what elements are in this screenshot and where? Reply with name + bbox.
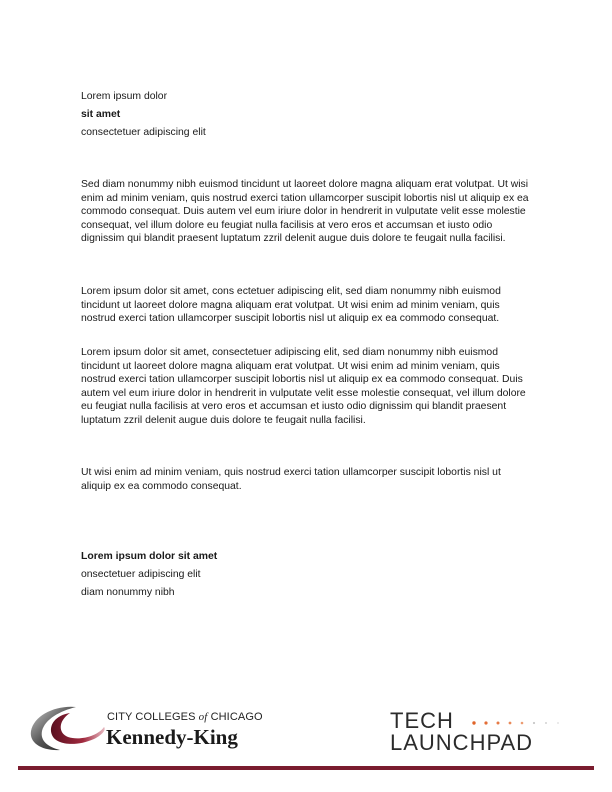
dotted-trail-icon: [468, 720, 568, 726]
kk-line1-of: of: [198, 711, 208, 723]
kk-line1-b: CHICAGO: [207, 711, 263, 723]
body-paragraph-2: Lorem ipsum dolor sit amet, cons ectetuer adipiscing elit, sed diam nonummy nibh euismod tincidunt ut laoreet dolore magna aliquam erat volutpat. Ut wisi enim ad minim veniam, quis nostrud exerci tation ullamcorper suscipit lobortis nisl ut aliquip ex ea commodo consequat.: [81, 286, 501, 325]
footer-rule: [18, 766, 594, 770]
body-paragraph-1: Sed diam nonummy nibh euismod tincidunt ut laoreet dolore magna aliquam erat volutpat. Ut wisi enim ad minim veniam, quis nostrud exerci tation ullamcorper suscipit lobortis nisl ut aliquip ex ea commodo consequat. Duis autem vel eum iriure dolor in hendrerit in vulputate velit esse molestie consequat, vel illum dolore eu feugiat nulla facilisis at vero eros et accumsan et iusto odio dignissim qui blandit praesent luptatum zzril delenit augue duis dolore te feugait nulla facilisi.: [81, 179, 529, 245]
recipient-line-3: consectetuer adipiscing elit: [81, 126, 206, 138]
recipient-line-2: sit amet: [81, 108, 121, 120]
recipient-line-1: Lorem ipsum dolor: [81, 91, 168, 102]
recipient-block: [81, 90, 533, 143]
kk-wordmark: Kennedy-King: [106, 725, 238, 749]
body-paragraph-4: Ut wisi enim ad minim veniam, quis nostrud exerci tation ullamcorper suscipit lobortis nisl ut aliquip ex ea commodo consequat.: [81, 467, 501, 492]
signature-line-3: diam nonummy nibh: [81, 586, 175, 598]
kk-line1-a: CITY COLLEGES: [107, 711, 199, 723]
kennedy-king-logo: [28, 703, 268, 755]
signature-line-2: onsectetuer adipiscing elit: [81, 568, 201, 580]
signature-name: Lorem ipsum dolor sit amet: [81, 551, 218, 562]
signature-block: [81, 550, 533, 603]
body-paragraph-3: Lorem ipsum dolor sit amet, consectetuer adipiscing elit, sed diam nonummy nibh euismod tincidunt ut laoreet dolore magna aliquam erat volutpat. Ut wisi enim ad minim veniam, quis nostrud exerci tation ullamcorper suscipit lobortis nisl ut aliquip ex ea commodo consequat. Duis autem vel eum iriure dolor in hendrerit in vulputate velit esse molestie consequat, vel illum dolore eu feugiat nulla facilisis at vero eros et accumsan et iusto odio dignissim qui blandit praesent luptatum zzril delenit augue duis dolore te feugait nulla facilisi.: [81, 347, 526, 426]
tech-launchpad-logo: [390, 708, 580, 756]
tl-word-launchpad: LAUNCHPAD: [390, 730, 534, 755]
kk-college-name: [107, 711, 263, 723]
tl-word-tech: TECH: [390, 708, 454, 733]
swoosh-logo-icon: [28, 703, 106, 755]
